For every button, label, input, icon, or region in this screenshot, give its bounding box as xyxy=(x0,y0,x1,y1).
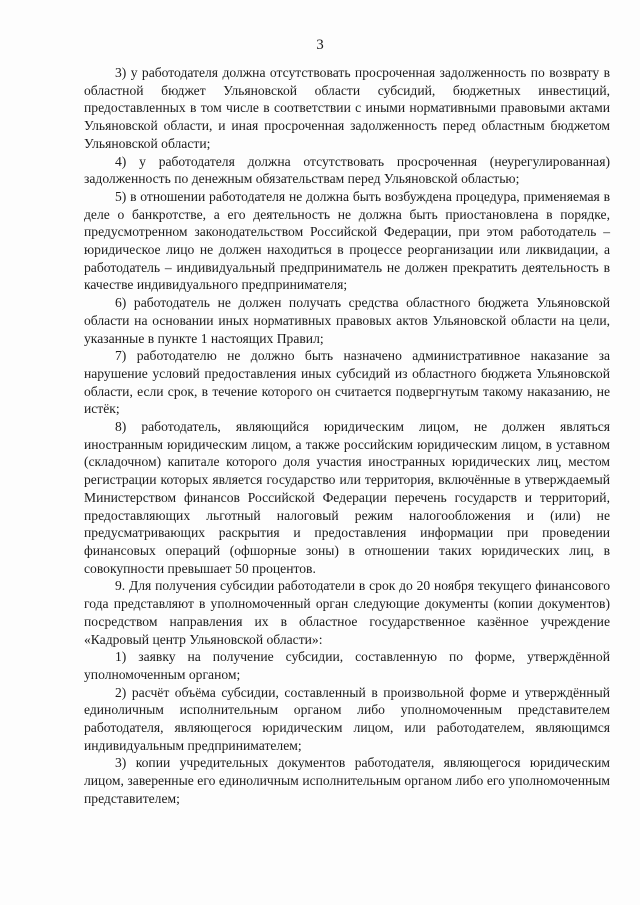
paragraph-item-8: 8) работодатель, являющийся юридическим лицом, не должен являться иностранным юридическим лицом, а также российским юридическим лицом, в уставном (складочном) капитале которого доля участия иностранных юридических лиц, местом регистрации которых является государство или территория, включённые в утверждаемый Министерством финансов Российской Федерации перечень государств и территорий, предоставляющих льготный налоговый режим налогообложения и (или) не предусматривающих раскрытия и предоставления информации при проведении финансовых операций (офшорные зоны) в отношении таких юридических лиц, в совокупности превышает 50 процентов. xyxy=(84,419,610,576)
paragraph-subitem-2: 2) расчёт объёма субсидии, составленный в произвольной форме и утверждённый единоличным исполнительным органом либо уполномоченным представителем работодателя, являющегося юридическим лицом, или работодателем, являющимся индивидуальным предпринимателем; xyxy=(84,684,610,753)
paragraph-item-3: 3) у работодателя должна отсутствовать просроченная задолженность по возврату в областной бюджет Ульяновской области субсидий, бюджетных инвестиций, предоставленных в том числе в соответствии с иными нормативными правовыми актами Ульяновской области, и иная просроченная задолженность перед областным бюджетом Ульяновской области; xyxy=(84,65,610,151)
paragraph-section-9: 9. Для получения субсидии работодатели в срок до 20 ноября текущего финансового года представляют в уполномоченный орган следующие документы (копии документов) посредством направления их в областное государственное казённое учреждение «Кадровый центр Ульяновской области»: xyxy=(84,578,610,647)
paragraph-item-5: 5) в отношении работодателя не должна быть возбуждена процедура, применяемая в деле о банкротстве, а его деятельность не должна быть приостановлена в порядке, предусмотренном законодательством Российской Федерации, при этом работодатель – юридическое лицо не должен находиться в процессе реорганизации или ликвидации, а работодатель – индивидуальный предприниматель не должен прекратить деятельность в качестве индивидуального предпринимателя; xyxy=(84,188,610,293)
paragraph-item-4: 4) у работодателя должна отсутствовать просроченная (неурегулированная) задолженность по денежным обязательствам перед Ульяновской областью; xyxy=(84,153,610,187)
paragraph-subitem-3: 3) копии учредительных документов работодателя, являющегося юридическим лицом, заверенные его единоличным исполнительным органом либо его уполномоченным представителем; xyxy=(84,755,610,806)
page-number: 3 xyxy=(316,37,324,53)
paragraph-item-6: 6) работодатель не должен получать средства областного бюджета Ульяновской области на основании иных нормативных правовых актов Ульяновской области на цели, указанные в пункте 1 настоящих Правил; xyxy=(84,295,610,346)
paragraph-item-7: 7) работодателю не должно быть назначено административное наказание за нарушение условий предоставления иных субсидий из областного бюджета Ульяновской области, если срок, в течение которого он считается подвергнутым такому наказанию, не истёк; xyxy=(84,348,610,417)
paragraph-subitem-1: 1) заявку на получение субсидии, составленную по форме, утверждённой уполномоченным органом; xyxy=(84,649,610,682)
document-body xyxy=(84,64,610,808)
